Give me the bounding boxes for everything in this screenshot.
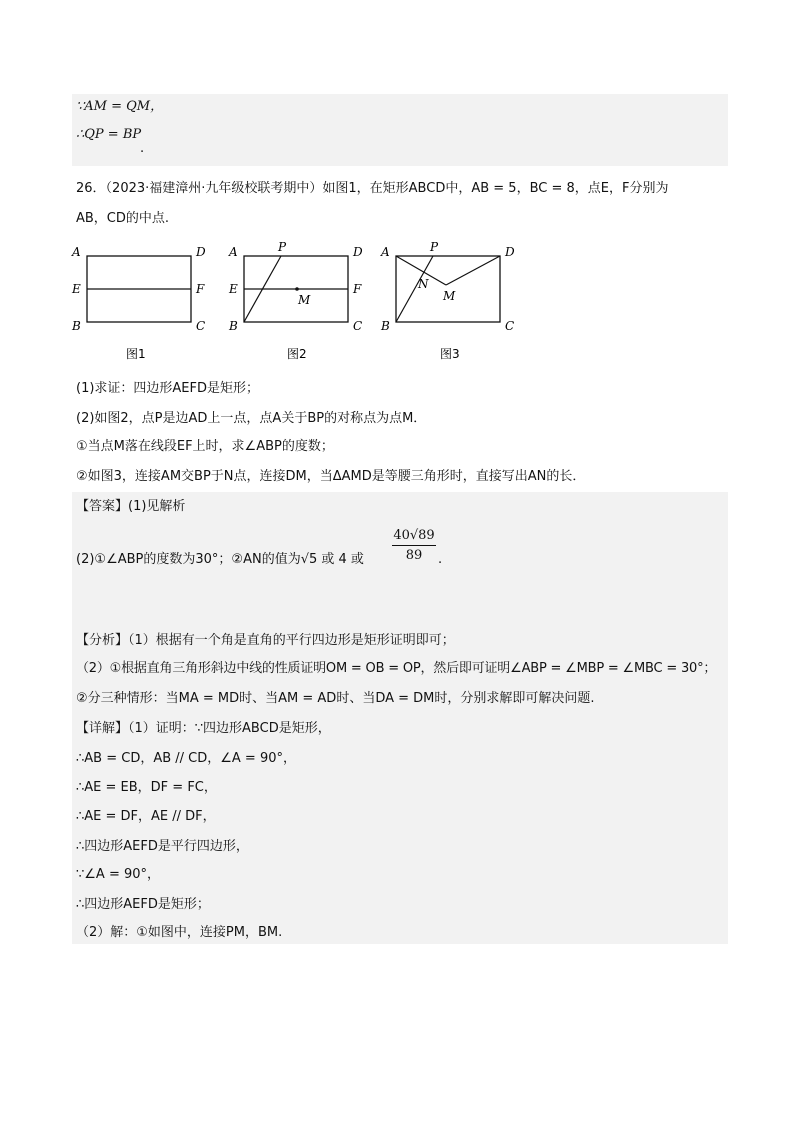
fig1-label-D: D	[196, 245, 206, 259]
fig2-label-D: D	[353, 245, 363, 259]
answer-line-2: (2)①∠ABP的度数为30°；②AN的值为√5 或 4 或	[76, 552, 364, 567]
answer-fraction	[392, 528, 436, 563]
top-line-2: ∴QP = BP	[76, 127, 142, 142]
fig1-label-F: F	[196, 282, 205, 296]
fraction-bar	[392, 545, 436, 546]
fig1-label-B: B	[72, 319, 81, 333]
fig1-label-E: E	[72, 282, 81, 296]
fraction-denominator: 89	[405, 548, 423, 563]
figure-1	[71, 245, 206, 360]
fig3-label-M: M	[443, 289, 456, 303]
figure-2	[228, 240, 363, 360]
top-line-2-dot: .	[140, 141, 145, 156]
fig2-label-M: M	[298, 293, 311, 307]
geometry-figures	[0, 240, 800, 360]
analysis-line-2: （2）①根据直角三角形斜边中线的性质证明OM = OB = OP，然后即可证明∠ABP = ∠MBP = ∠MBC = 30°；	[76, 661, 717, 676]
detail-line-1: 【详解】（1）证明：∵四边形ABCD是矩形，	[76, 721, 331, 736]
analysis-line-3: ②分三种情形：当MA = MD时、当AM = AD时、当DA = DM时，分别求解即可解决问题.	[76, 691, 595, 706]
detail-line-3: ∴AE = EB，DF = FC，	[76, 780, 217, 795]
detail-line-2: ∴AB = CD，AB // CD，∠A = 90°，	[76, 751, 296, 766]
fig2-label-E: E	[229, 282, 238, 296]
fig2-label-C: C	[353, 319, 363, 333]
detail-line-5: ∴四边形AEFD是平行四边形，	[76, 839, 249, 854]
fig3-label-P: P	[430, 240, 439, 254]
question-line-2: AB，CD的中点.	[76, 211, 170, 226]
fig2-label-A: A	[229, 245, 238, 259]
question-part-1: (1)求证：四边形AEFD是矩形；	[76, 381, 260, 396]
detail-line-8: （2）解：①如图中，连接PM，BM.	[76, 925, 283, 940]
fig3-label-A: A	[381, 245, 390, 259]
question-part-2: (2)如图2，点P是边AD上一点，点A关于BP的对称点为点M．	[76, 411, 427, 426]
top-line-1: ∵AM = QM，	[76, 99, 164, 114]
fig1-label-A: A	[72, 245, 81, 259]
question-part-2b: ②如图3，连接AM交BP于N点，连接DM，当ΔAMD是等腰三角形时，直接写出AN的长．	[76, 469, 586, 484]
analysis-line-1: 【分析】（1）根据有一个角是直角的平行四边形是矩形证明即可；	[76, 633, 455, 648]
fig3-label-B: B	[381, 319, 390, 333]
fraction-numerator: 40√89	[393, 528, 435, 543]
figure-3	[380, 240, 515, 360]
fig2-label-P: P	[278, 240, 287, 254]
fig3-label-C: C	[505, 319, 515, 333]
fig2-caption: 图2	[287, 347, 307, 360]
detail-line-4: ∴AE = DF，AE // DF，	[76, 809, 216, 824]
fig2-label-F: F	[353, 282, 362, 296]
fig2-label-B: B	[229, 319, 238, 333]
fig1-label-C: C	[196, 319, 206, 333]
fig3-label-D: D	[505, 245, 515, 259]
top-answer-block	[72, 94, 728, 166]
detail-line-7: ∴四边形AEFD是矩形；	[76, 897, 210, 912]
fig1-caption: 图1	[126, 347, 146, 360]
fig3-caption: 图3	[440, 347, 460, 360]
answer-line-1: 【答案】(1)见解析	[76, 499, 186, 514]
question-part-2a: ①当点M落在线段EF上时，求∠ABP的度数；	[76, 439, 334, 454]
question-line-1: 26．（2023·福建漳州·九年级校联考期中）如图1，在矩形ABCD中，AB = 5，BC = 8，点E，F分别为	[76, 181, 669, 196]
detail-line-6: ∵∠A = 90°，	[76, 867, 161, 882]
answer-line-2-period: .	[438, 552, 443, 567]
fig3-label-N: N	[418, 277, 429, 291]
